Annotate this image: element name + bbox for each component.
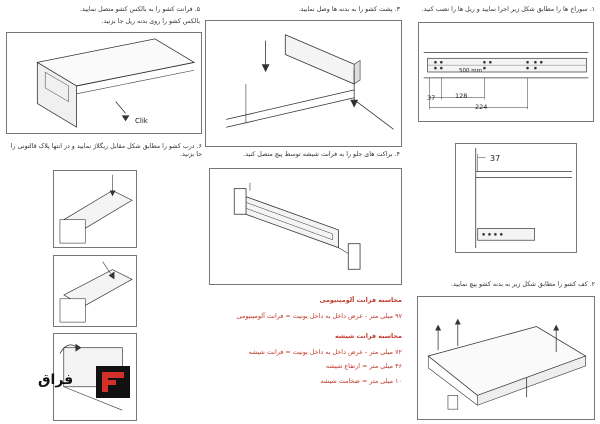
door-adjust-frame-2 <box>53 255 137 327</box>
glass-calc-line-3: ۱۰ میلی متر = ضخامت شیشه <box>320 376 402 385</box>
dim-37-detail-label: 37 <box>490 154 501 163</box>
brand-logo <box>38 366 130 398</box>
calculation-notes <box>210 296 402 385</box>
drawer-bottom-frame <box>417 296 595 420</box>
drawer-front-diagram <box>7 33 201 133</box>
drawer-back-frame <box>205 20 402 147</box>
alu-calc-title: محاسبه فرانت آلومینیومی <box>319 296 402 304</box>
step-2-text: ۲. کف کشو را مطابق شکل زیر به بدنه کشو پیچ نمایید. <box>450 281 595 288</box>
glass-calc-line-1: ۷۲ میلی متر - عرض داخل به داخل یونیت = فرانت شیشه <box>248 347 402 356</box>
door-adjust-diagram-1 <box>54 171 136 247</box>
drawer-bottom-diagram <box>418 297 594 419</box>
drawer-back-diagram <box>206 21 401 146</box>
clik-label: Clik <box>135 117 148 125</box>
step-3-text: ۳. پشت کشو را به بدنه ها وصل نمایید. <box>298 6 400 13</box>
glass-calc-title: محاسبه فرانت شیشه <box>335 332 402 340</box>
rail-detail-frame <box>455 143 577 253</box>
brand-mark-icon <box>96 366 130 398</box>
step-1-text: ۱. سوراخ ها را مطابق شکل زیر اجرا نمایید و ریل ها را نصب کنید. <box>421 6 595 13</box>
step-4-text: ۴. براکت های جلو را به فرانت شیشه توسط پیچ متصل کنید. <box>243 151 400 158</box>
glass-calc-line-2: ۴۶ میلی متر = ارتفاع شیشه <box>325 362 402 370</box>
step-6-text: ۶. درب کشو را مطابق شکل مقابل ریگلاژ نمایید و در انتها پلاک قالتونی را جا بزنید. <box>10 143 202 158</box>
dim-128-label: 128 <box>455 92 468 100</box>
alu-calc-line: ۹۷ میلی متر - عرض داخل به داخل یونیت = فرانت آلومینیومی <box>236 311 402 320</box>
dim-500-label: 500 mm <box>459 68 482 74</box>
rail-detail-diagram <box>456 144 576 252</box>
drawer-front-frame <box>6 32 202 134</box>
step-5-subtitle: بالکس کشو را روی بدنه ریل جا بزنید. <box>101 18 200 25</box>
rail-diagram <box>419 23 593 121</box>
dim-37-top-label: 37 <box>427 94 436 102</box>
step-5-title: ۵. فرانت کشو را به بالکس کشو متصل نمایید. <box>79 6 200 13</box>
dim-224-label: 224 <box>475 103 488 111</box>
brand-logo-text: فراق <box>38 372 74 388</box>
door-adjust-frame-1 <box>53 170 137 248</box>
door-adjust-diagram-2 <box>54 256 136 326</box>
rail-diagram-frame <box>418 22 594 122</box>
front-bracket-frame <box>209 168 402 285</box>
front-bracket-diagram <box>210 169 401 284</box>
